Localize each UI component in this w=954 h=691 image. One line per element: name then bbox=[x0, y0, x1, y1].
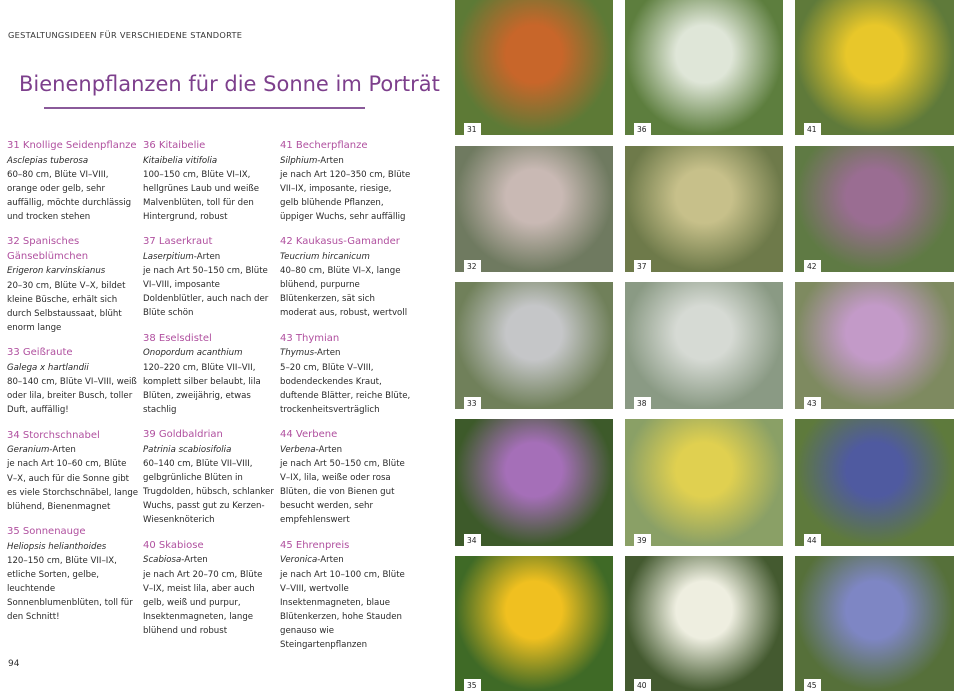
plant-description: je nach Art 10–60 cm, Blüte V–X, auch für die Sonne gibt es viele Storchschnäbel, lange blühend, Bienenmagnet bbox=[7, 459, 139, 512]
plant-photo bbox=[795, 0, 954, 135]
photo-number: 38 bbox=[634, 397, 651, 409]
plant-entry bbox=[280, 428, 412, 527]
photo-number: 37 bbox=[634, 260, 651, 272]
photo-number: 36 bbox=[634, 123, 651, 135]
plant-heading: 45 Ehrenpreis bbox=[280, 539, 350, 551]
plant-latin-line bbox=[280, 346, 412, 360]
plant-entry bbox=[280, 539, 412, 652]
plant-photo bbox=[795, 282, 954, 409]
plant-latin-name: Geranium bbox=[7, 445, 50, 456]
plant-heading: 33 Geißraute bbox=[7, 347, 73, 359]
plant-description: je nach Art 50–150 cm, Blüte V–IX, lila, weiße oder rosa Blüten, die von Bienen gut besucht werden, sehr empfehlenswert bbox=[280, 459, 405, 526]
plant-photo bbox=[625, 556, 783, 691]
plant-entry bbox=[143, 428, 275, 527]
plant-description: 80–140 cm, Blüte VI–VIII, weiß oder lila, breiter Busch, toller Duft, auffällig! bbox=[7, 377, 137, 416]
plant-latin-line bbox=[143, 154, 275, 168]
plant-photo bbox=[795, 556, 954, 691]
plant-description: 60–140 cm, Blüte VII–VIII, gelbgrünliche Blüten in Trugdolden, hübsch, schlanker Wuchs, passt gut zu Kerzen-Wiesenknöterich bbox=[143, 459, 274, 526]
plant-latin-line bbox=[280, 553, 412, 567]
plant-photo bbox=[455, 0, 613, 135]
plant-description: je nach Art 10–100 cm, Blüte V–VIII, wertvolle Insektenmagneten, blaue Blütenkerzen, hohe Stauden genauso wie Steingartenpflanzen bbox=[280, 569, 405, 651]
plant-entry bbox=[280, 139, 412, 224]
plant-heading: 43 Thymian bbox=[280, 332, 340, 344]
title-divider bbox=[44, 107, 365, 109]
plant-latin-line bbox=[280, 250, 412, 264]
plant-description: je nach Art 50–150 cm, Blüte VI–VIII, imposante Doldenblütler, auch nach der Blüte schön bbox=[143, 266, 269, 319]
photo-number: 40 bbox=[634, 679, 651, 691]
plant-heading: 41 Becherpflanze bbox=[280, 140, 368, 151]
plant-entry bbox=[7, 525, 139, 624]
plant-photo bbox=[455, 282, 613, 409]
plant-description: 60–80 cm, Blüte VI–VIII, orange oder gelb, sehr auffällig, möchte durchlässig und trocken stehen bbox=[7, 169, 132, 222]
plant-latin-name: Onopordum acanthium bbox=[143, 348, 243, 359]
plant-photo bbox=[455, 419, 613, 546]
plant-entry bbox=[280, 235, 412, 320]
plant-latin-name: Teucrium hircanicum bbox=[280, 251, 370, 262]
plant-latin-line bbox=[7, 264, 139, 278]
plant-latin-line bbox=[7, 443, 139, 457]
plant-latin-name: Patrinia scabiosifolia bbox=[143, 444, 232, 455]
plant-photo bbox=[625, 419, 783, 546]
plant-entry bbox=[7, 429, 139, 514]
plant-latin-suffix: -Arten bbox=[317, 555, 344, 566]
plant-latin-name: Silphium bbox=[280, 155, 318, 166]
plant-photo bbox=[795, 146, 954, 272]
plant-photo bbox=[455, 556, 613, 691]
running-header: GESTALTUNGSIDEEN FÜR VERSCHIEDENE STANDORTE bbox=[8, 30, 243, 40]
photo-number: 34 bbox=[464, 534, 481, 546]
plant-entry bbox=[7, 235, 139, 334]
photo-number: 35 bbox=[464, 679, 481, 691]
plant-latin-line bbox=[143, 443, 275, 457]
plant-description: je nach Art 120–350 cm, Blüte VII–IX, imposante, riesige, gelb blühende Pflanzen, üppiger Wuchs, sehr auffällig bbox=[280, 169, 411, 222]
plant-description: 5–20 cm, Blüte V–VIII, bodendeckendes Kraut, duftende Blätter, reiche Blüte, trockenheitsverträglich bbox=[280, 362, 411, 415]
plant-latin-suffix: -Arten bbox=[315, 444, 343, 455]
plant-description: 100–150 cm, Blüte VI–IX, hellgrünes Laub und weiße Malvenblüten, toll für den Hintergrund, robust bbox=[143, 169, 260, 222]
photo-number: 43 bbox=[804, 397, 821, 409]
plant-photo bbox=[625, 0, 783, 135]
photo-number: 41 bbox=[804, 123, 821, 135]
plant-description: je nach Art 20–70 cm, Blüte V–IX, meist lila, aber auch gelb, weiß und purpur, Insektenmagneten, lange blühend und robust bbox=[143, 569, 263, 636]
plant-latin-suffix: -Arten bbox=[314, 348, 341, 359]
photo-number: 45 bbox=[804, 679, 821, 691]
plant-latin-suffix: -Arten bbox=[193, 251, 221, 262]
photo-number: 39 bbox=[634, 534, 651, 546]
photo-number: 32 bbox=[464, 260, 481, 272]
plant-latin-name: Heliopsis helianthoides bbox=[7, 541, 107, 552]
plant-latin-name: Kitaibelia vitifolia bbox=[143, 155, 218, 166]
plant-latin-suffix: -Arten bbox=[181, 555, 208, 566]
plant-latin-line bbox=[7, 361, 139, 375]
plant-latin-name: Veronica bbox=[280, 555, 318, 566]
plant-latin-line bbox=[280, 443, 412, 457]
plant-heading: 42 Kaukasus-Gamander bbox=[280, 236, 400, 248]
plant-entry bbox=[143, 539, 275, 638]
plant-heading: 36 Kitaibelie bbox=[143, 140, 206, 151]
plant-latin-name: Scabiosa bbox=[143, 555, 182, 566]
photo-number: 42 bbox=[804, 260, 821, 272]
plant-photo bbox=[625, 282, 783, 409]
plant-description: 20–30 cm, Blüte V–X, bildet kleine Büsche, erhält sich durch Selbstaussaat, blüht enorm lange bbox=[7, 280, 126, 333]
plant-heading: 35 Sonnenauge bbox=[7, 526, 86, 538]
plant-entry bbox=[143, 139, 275, 224]
plant-entry bbox=[143, 235, 275, 320]
plant-heading: 37 Laserkraut bbox=[143, 236, 213, 248]
plant-latin-name: Galega x hartlandii bbox=[7, 362, 89, 373]
text-column bbox=[280, 139, 412, 664]
plant-heading: 32 Spanisches Gänseblümchen bbox=[7, 236, 89, 262]
plant-latin-line bbox=[143, 553, 275, 567]
plant-entry bbox=[7, 346, 139, 417]
plant-latin-name: Erigeron karvinskianus bbox=[7, 266, 106, 277]
plant-heading: 31 Knollige Seidenpflanze bbox=[7, 140, 137, 151]
plant-latin-name: Verbena bbox=[280, 444, 316, 455]
plant-latin-name: Asclepias tuberosa bbox=[7, 155, 89, 166]
plant-description: 120–220 cm, Blüte VII–VII, komplett silber belaubt, lila Blüten, zweijährig, etwas stachlig bbox=[143, 362, 261, 415]
text-column bbox=[7, 139, 139, 636]
plant-latin-line bbox=[7, 154, 139, 168]
photo-number: 44 bbox=[804, 534, 821, 546]
plant-latin-line bbox=[143, 346, 275, 360]
photo-number: 33 bbox=[464, 397, 481, 409]
plant-description: 120–150 cm, Blüte VII–IX, etliche Sorten, gelbe, leuchtende Sonnenblumenblüten, toll für den Schnitt! bbox=[7, 555, 133, 623]
plant-latin-name: Thymus bbox=[280, 348, 315, 359]
plant-latin-line bbox=[280, 154, 412, 168]
plant-latin-suffix: -Arten bbox=[317, 155, 344, 166]
plant-entry bbox=[7, 139, 139, 224]
text-column bbox=[143, 139, 275, 650]
plant-latin-line bbox=[143, 250, 275, 264]
plant-photo bbox=[795, 419, 954, 546]
plant-latin-name: Laserpitium bbox=[143, 251, 194, 262]
plant-heading: 39 Goldbaldrian bbox=[143, 429, 223, 441]
plant-entry bbox=[280, 332, 412, 417]
photo-number: 31 bbox=[464, 123, 481, 135]
plant-entry bbox=[143, 332, 275, 417]
plant-heading: 34 Storchschnabel bbox=[7, 429, 100, 441]
plant-heading: 40 Skabiose bbox=[143, 539, 204, 551]
plant-description: 40–80 cm, Blüte VI–X, lange blühend, purpurne Blütenkerzen, sät sich moderat aus, robust, wertvoll bbox=[280, 266, 408, 319]
plant-heading: 44 Verbene bbox=[280, 429, 338, 441]
plant-photo bbox=[625, 146, 783, 272]
plant-latin-line bbox=[7, 540, 139, 554]
plant-heading: 38 Eselsdistel bbox=[143, 332, 212, 344]
plant-latin-suffix: -Arten bbox=[49, 445, 76, 456]
page-number: 94 bbox=[8, 659, 20, 669]
plant-photo bbox=[455, 146, 613, 272]
page-title: Bienenpflanzen für die Sonne im Porträt bbox=[19, 72, 440, 96]
